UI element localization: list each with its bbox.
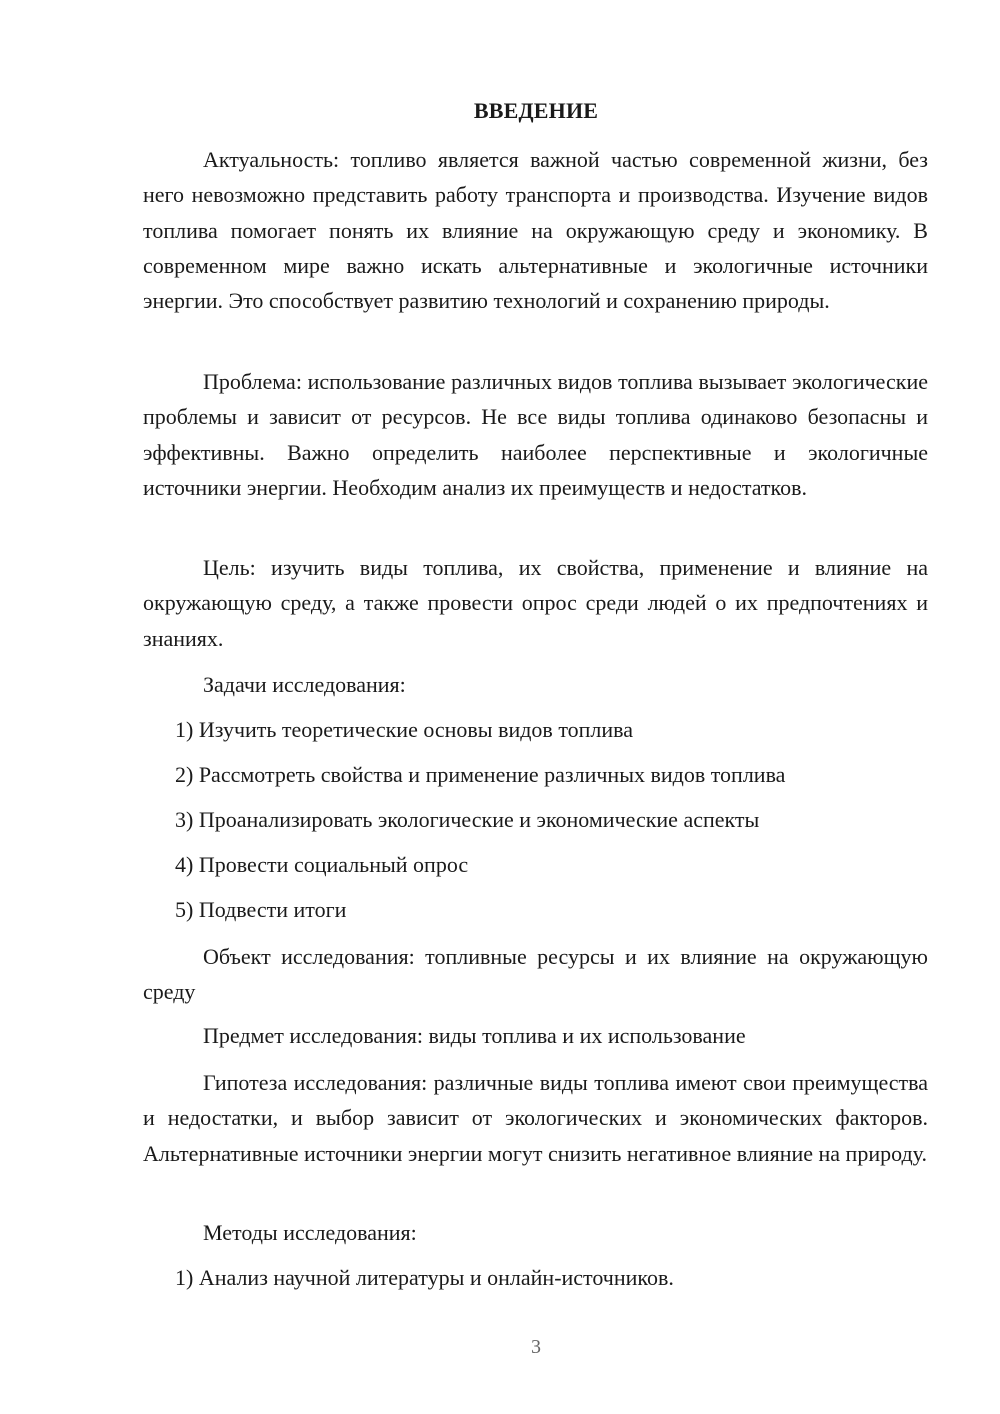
paragraph-subject: Предмет исследования: виды топлива и их использование <box>203 1023 746 1048</box>
paragraph-relevance: Актуальность: топливо является важной частью современной жизни, без него невозможно представить работу транспорта и производства. Изучение видов топлива помогает понять их влияние на окружающую среду и экономику. В современном мире важно искать альтернативные и экологичные источники энергии. Это способствует развитию технологий и сохранению природы. <box>143 147 928 314</box>
method-item: 1) Анализ научной литературы и онлайн-источников. <box>175 1265 674 1290</box>
task-item: 1) Изучить теоретические основы видов топлива <box>175 717 634 742</box>
task-item: 2) Рассмотреть свойства и применение различных видов топлива <box>175 762 786 787</box>
paragraph-goal: Цель: изучить виды топлива, их свойства, применение и влияние на окружающую среду, а также провести опрос среди людей о их предпочтениях и знаниях. <box>143 555 928 651</box>
section-title: ВВЕДЕНИЕ <box>473 98 599 123</box>
methods-heading: Методы исследования: <box>203 1220 417 1245</box>
page-number: 3 <box>531 1336 541 1358</box>
task-item: 4) Провести социальный опрос <box>175 852 469 877</box>
paragraph-hypothesis: Гипотеза исследования: различные виды топлива имеют свои преимущества и недостатки, и выбор зависит от экологических и экономических факторов. Альтернативные источники энергии могут снизить негативное влияние на природу. <box>143 1070 928 1166</box>
tasks-heading: Задачи исследования: <box>203 672 406 697</box>
task-item: 5) Подвести итоги <box>175 897 347 922</box>
paragraph-problem: Проблема: использование различных видов топлива вызывает экологические проблемы и зависит от ресурсов. Не все виды топлива одинаково безопасны и эффективны. Важно определить наиболее перспективные и экологичные источники энергии. Необходим анализ их преимуществ и недостатков. <box>143 369 928 500</box>
task-item: 3) Проанализировать экологические и экономические аспекты <box>175 807 760 832</box>
paragraph-object: Объект исследования: топливные ресурсы и их влияние на окружающую среду <box>143 944 928 1005</box>
